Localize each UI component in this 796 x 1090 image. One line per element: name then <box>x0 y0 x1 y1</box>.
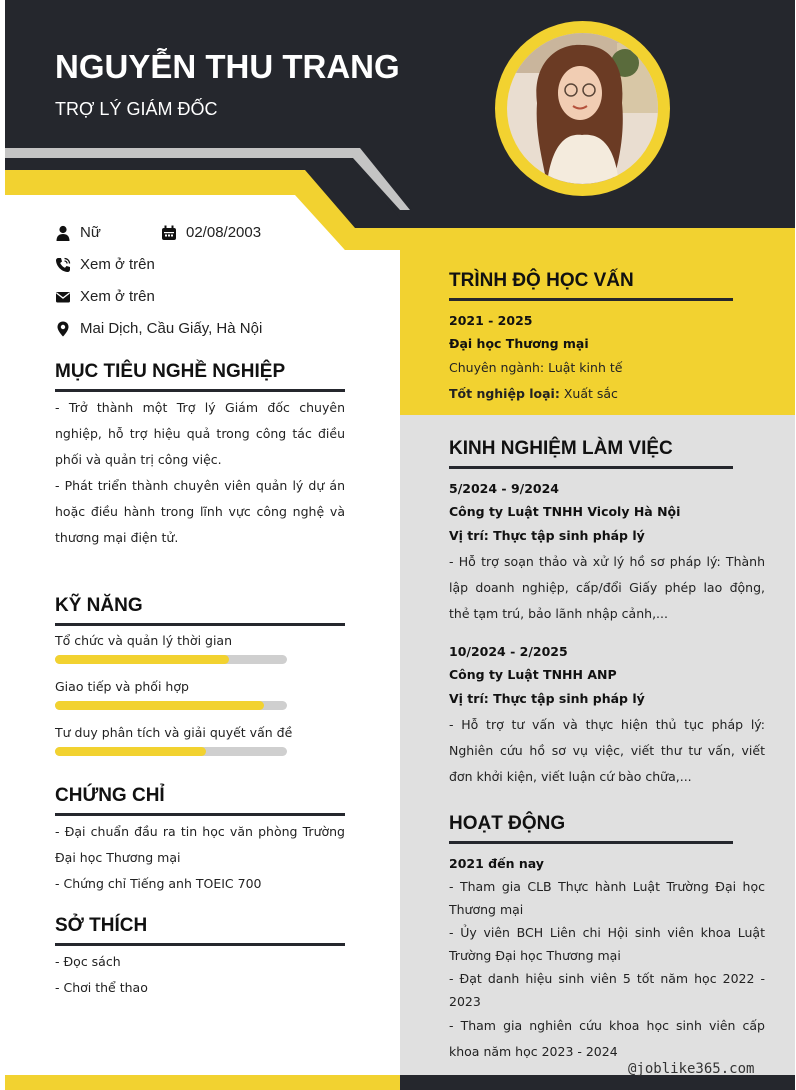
activities-period: 2021 đến nay <box>449 856 544 871</box>
job-period: 10/2024 - 2/2025 <box>449 644 568 659</box>
job-description: - Hỗ trợ soạn thảo và xử lý hồ sơ pháp lý: Thành lập doanh nghiệp, cấp/đổi Giấy phép lao động, thẻ tạm trú, bảo lãnh nhập cảnh,... <box>449 554 765 621</box>
user-icon <box>55 225 71 241</box>
job-description: - Hỗ trợ tư vấn và thực hiện thủ tục pháp lý: Nghiên cứu hồ sơ vụ việc, viết thư tư vấn, viết đơn khởi kiện, viết luận cứ bào chữa,... <box>449 717 765 784</box>
gender-row <box>55 224 101 241</box>
cv-page <box>5 0 795 1090</box>
phone-icon <box>55 257 71 273</box>
footer-dark-band <box>400 1075 795 1090</box>
portrait-image <box>507 33 658 184</box>
watermark: @joblike365.com <box>628 1061 755 1077</box>
skill-item <box>55 633 345 664</box>
mail-icon <box>55 289 71 305</box>
experience-section <box>449 438 765 790</box>
activities-section <box>449 813 765 1065</box>
certificate-item: - Chứng chỉ Tiếng anh TOEIC 700 <box>55 876 262 891</box>
objective-item: - Trở thành một Trợ lý Giám đốc chuyên nghiệp, hỗ trợ hiệu quả trong công tác điều phối và quản trị công việc. <box>55 400 345 467</box>
phone-row <box>55 256 155 273</box>
certificates-title: CHỨNG CHỈ <box>55 785 345 816</box>
footer-yellow-band <box>5 1075 400 1090</box>
education-period: 2021 - 2025 <box>449 313 533 328</box>
skill-bar-fill <box>55 655 229 664</box>
candidate-role: TRỢ LÝ GIÁM ĐỐC <box>55 99 218 119</box>
location-icon <box>55 321 71 337</box>
job-position: Vị trí: Thực tập sinh pháp lý <box>449 691 645 706</box>
objective-item: - Phát triển thành chuyên viên quản lý dự án hoặc điều hành trong lĩnh vực công nghệ và thương mại điện tử. <box>55 478 345 545</box>
email-row <box>55 288 155 305</box>
job-company: Công ty Luật TNHH ANP <box>449 667 617 682</box>
header-shapes <box>5 0 795 255</box>
phone-value: Xem ở trên <box>80 256 155 273</box>
grade-label: Tốt nghiệp loại: <box>449 386 560 401</box>
objective-section <box>55 361 345 551</box>
hobbies-title: SỞ THÍCH <box>55 915 345 946</box>
calendar-icon <box>161 225 177 241</box>
education-major: Chuyên ngành: Luật kinh tế <box>449 360 623 375</box>
job-entry <box>449 478 765 627</box>
skill-bar <box>55 655 287 664</box>
education-grade <box>449 380 765 408</box>
skill-bar-fill <box>55 701 264 710</box>
skills-title: KỸ NĂNG <box>55 595 345 626</box>
objective-title: MỤC TIÊU NGHỀ NGHIỆP <box>55 361 345 392</box>
candidate-name: NGUYỄN THU TRANG <box>55 48 400 85</box>
education-school: Đại học Thương mại <box>449 336 589 351</box>
skill-bar <box>55 747 287 756</box>
email-value: Xem ở trên <box>80 288 155 305</box>
activity-item: - Tham gia nghiên cứu khoa học sinh viên cấp khoa năm học 2023 - 2024 <box>449 1018 765 1059</box>
activities-title: HOẠT ĐỘNG <box>449 813 733 844</box>
job-entry <box>449 641 765 790</box>
address-value: Mai Dịch, Cầu Giấy, Hà Nội <box>80 320 263 337</box>
profile-photo <box>495 21 670 196</box>
skill-item <box>55 679 345 710</box>
certificate-item: - Đại chuẩn đầu ra tin học văn phòng Trường Đại học Thương mại <box>55 824 345 865</box>
certificates-section <box>55 785 345 897</box>
skill-label: Tư duy phân tích và giải quyết vấn đề <box>55 725 293 740</box>
dob-value: 02/08/2003 <box>186 224 262 241</box>
hobby-item: - Chơi thể thao <box>55 980 148 995</box>
job-company: Công ty Luật TNHH Vicoly Hà Nội <box>449 504 681 519</box>
grade-value: Xuất sắc <box>563 386 618 401</box>
hobby-item: - Đọc sách <box>55 954 121 969</box>
skill-bar <box>55 701 287 710</box>
gender-value: Nữ <box>80 224 101 241</box>
skill-item <box>55 725 345 756</box>
address-row <box>55 320 262 337</box>
dob-row <box>161 224 261 241</box>
activity-item: - Tham gia CLB Thực hành Luật Trường Đại học Thương mại <box>449 879 765 917</box>
experience-title: KINH NGHIỆM LÀM VIỆC <box>449 438 733 469</box>
activity-item: - Ủy viên BCH Liên chi Hội sinh viên khoa Luật Trường Đại học Thương mại <box>449 925 765 963</box>
education-section <box>449 270 765 408</box>
skill-label: Tổ chức và quản lý thời gian <box>55 633 233 648</box>
job-position: Vị trí: Thực tập sinh pháp lý <box>449 528 645 543</box>
skills-section <box>55 595 345 756</box>
hobbies-section <box>55 915 345 1001</box>
education-title: TRÌNH ĐỘ HỌC VẤN <box>449 270 733 301</box>
activity-item: - Đạt danh hiệu sinh viên 5 tốt năm học 2022 - 2023 <box>449 971 765 1009</box>
skill-label: Giao tiếp và phối hợp <box>55 679 189 694</box>
skill-bar-fill <box>55 747 206 756</box>
job-period: 5/2024 - 9/2024 <box>449 481 559 496</box>
